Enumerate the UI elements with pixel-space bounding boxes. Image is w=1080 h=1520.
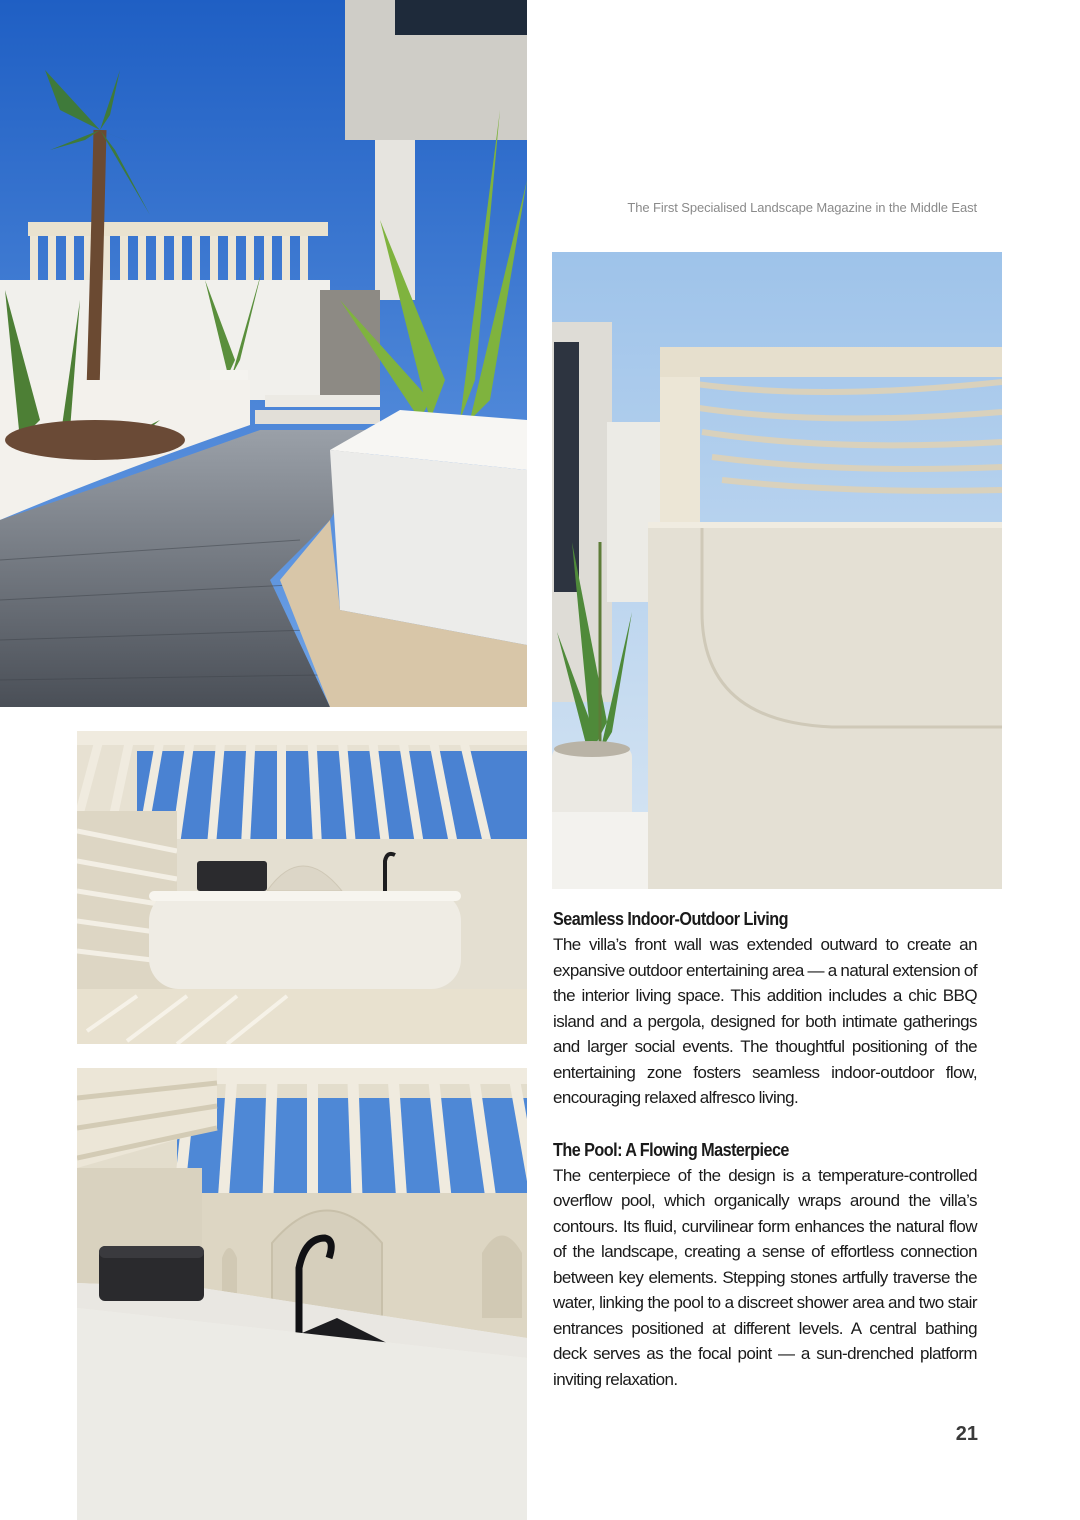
sink-counter-photo [77, 1068, 527, 1520]
page-number: 21 [955, 1423, 978, 1445]
magazine-tagline: The First Specialised Landscape Magazine in the Middle East [627, 200, 977, 215]
bbq-island-photo [77, 731, 527, 1044]
section-body-indoor-outdoor: The villa’s front wall was extended outward to create an expansive outdoor entertaining area — a natural extension of the interior living space. This addition includes a chic BBQ island and a pergola, designed for both intimate gatherings and larger social events. The thoughtful positioning of the entertaining zone fosters seamless indoor-outdoor flow, encouraging relaxed alfresco living. [553, 935, 977, 1107]
sink-counter-photo-icon [77, 1068, 527, 1520]
garden-photo [0, 0, 527, 707]
pergola-wall-photo-icon [552, 252, 1002, 889]
bbq-island-photo-icon [77, 731, 527, 1044]
article-body [553, 906, 977, 1392]
landscape-photo-icon [0, 0, 527, 707]
section-spacer [553, 1111, 977, 1137]
pergola-wall-photo [552, 252, 1002, 889]
section-body-pool: The centerpiece of the design is a temperature-controlled overflow pool, which organically wraps around the villa’s contours. Its fluid, curvilinear form enhances the natural flow of the landscape, creating a sense of effortless connection between key elements. Stepping stones artfully traverse the water, linking the pool to a discreet shower area and two stair entrances positioned at different levels. A central bathing deck serves as the focal point — a sun-drenched platform inviting relaxation. [553, 1165, 977, 1389]
section-heading-pool: The Pool: A Flowing Masterpiece [553, 1139, 789, 1160]
section-heading-indoor-outdoor: Seamless Indoor-Outdoor Living [553, 909, 788, 929]
